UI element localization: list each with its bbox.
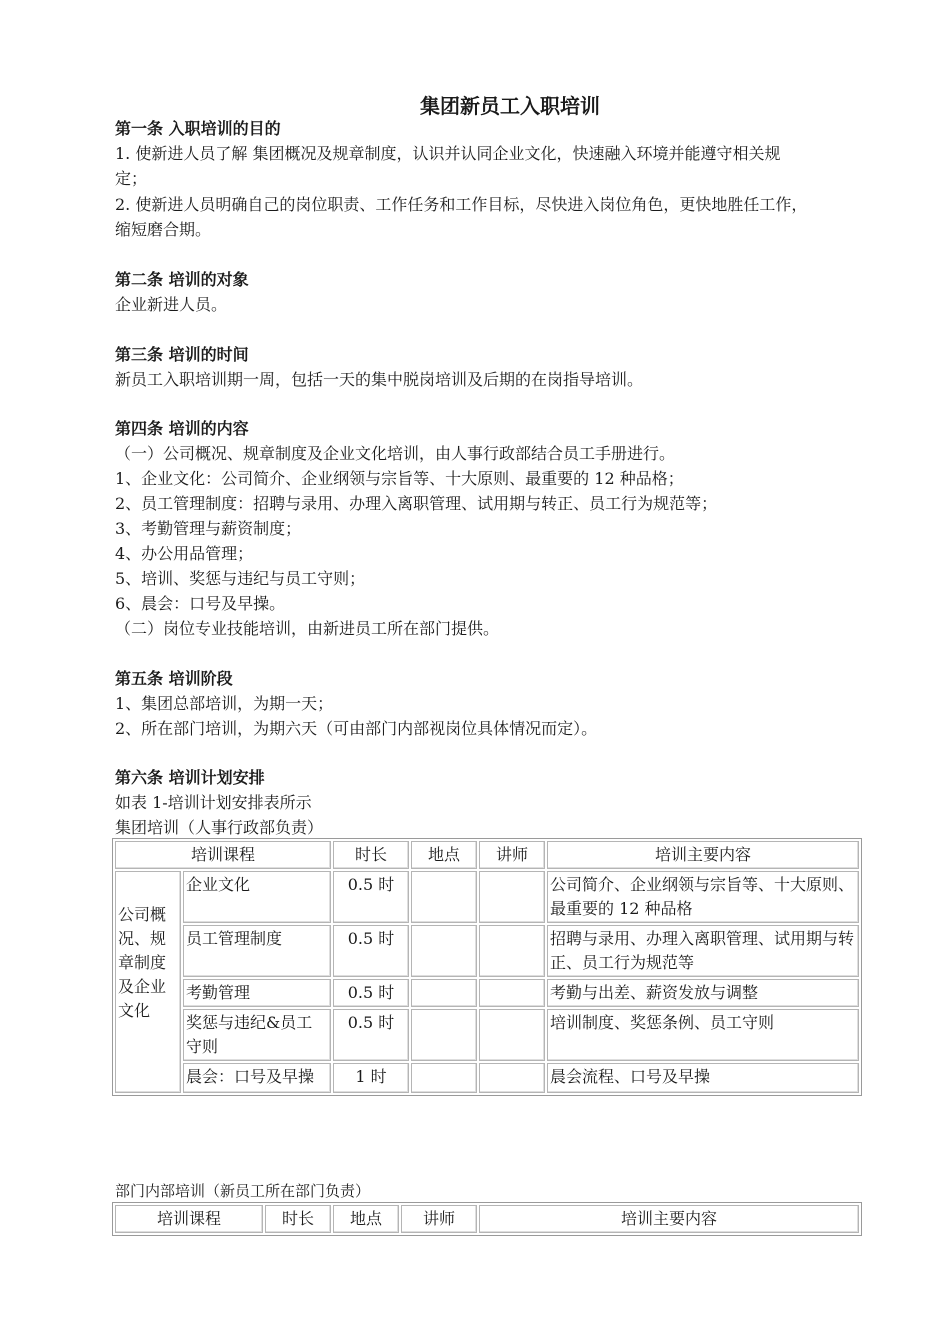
place-cell bbox=[411, 871, 477, 923]
table-row bbox=[115, 1063, 859, 1093]
table-caption: 集团培训（人事行政部负责） bbox=[115, 818, 324, 837]
place-cell bbox=[411, 1009, 477, 1061]
article-3-text: 新员工入职培训期一周，包括一天的集中脱岗培训及后期的在岗指导培训。 bbox=[115, 370, 644, 389]
header-duration: 时长 bbox=[333, 841, 409, 869]
content-cell: 公司简介、企业纲领与宗旨等、十大原则、最重要的 12 种品格 bbox=[547, 871, 859, 923]
course-cell: 晨会：口号及早操 bbox=[183, 1063, 331, 1093]
table-row bbox=[115, 871, 859, 923]
content-cell: 考勤与出差、薪资发放与调整 bbox=[547, 979, 859, 1007]
article-6-text: 如表 1-培训计划安排表所示 bbox=[115, 793, 312, 812]
header-content: 培训主要内容 bbox=[547, 841, 859, 869]
table-header-row bbox=[115, 841, 859, 869]
duration-cell: 0.5 时 bbox=[333, 1009, 409, 1061]
course-cell: 员工管理制度 bbox=[183, 925, 331, 977]
header-content: 培训主要内容 bbox=[479, 1205, 859, 1233]
table-row bbox=[115, 979, 859, 1007]
header-duration: 时长 bbox=[265, 1205, 331, 1233]
article-4-line: 6、晨会：口号及早操。 bbox=[115, 594, 286, 613]
header-course: 培训课程 bbox=[115, 1205, 263, 1233]
article-4-line: 3、考勤管理与薪资制度； bbox=[115, 519, 302, 538]
course-cell: 企业文化 bbox=[183, 871, 331, 923]
place-cell bbox=[411, 979, 477, 1007]
content-cell: 培训制度、奖惩条例、员工守则 bbox=[547, 1009, 859, 1061]
article-4-line: 5、培训、奖惩与违纪与员工守则； bbox=[115, 569, 366, 588]
article-4-line: 4、办公用品管理； bbox=[115, 544, 254, 563]
header-place: 地点 bbox=[411, 841, 477, 869]
article-3-heading: 第三条 培训的时间 bbox=[115, 345, 249, 364]
content-cell: 招聘与录用、办理入离职管理、试用期与转正、员工行为规范等 bbox=[547, 925, 859, 977]
duration-cell: 0.5 时 bbox=[333, 979, 409, 1007]
article-5-heading: 第五条 培训阶段 bbox=[115, 669, 233, 688]
article-4-line: （一）公司概况、规章制度及企业文化培训，由人事行政部结合员工手册进行。 bbox=[115, 444, 676, 463]
article-5-line: 2、所在部门培训，为期六天（可由部门内部视岗位具体情况而定）。 bbox=[115, 719, 598, 738]
dept-table-caption: 部门内部培训（新员工所在部门负责） bbox=[115, 1182, 371, 1200]
table-row bbox=[115, 1009, 859, 1061]
table-header-row bbox=[115, 1205, 859, 1233]
document-title: 集团新员工入职培训 bbox=[420, 94, 600, 118]
duration-cell: 0.5 时 bbox=[333, 925, 409, 977]
place-cell bbox=[411, 1063, 477, 1093]
lecturer-cell bbox=[479, 1063, 545, 1093]
place-cell bbox=[411, 925, 477, 977]
header-lecturer: 讲师 bbox=[479, 841, 545, 869]
header-place: 地点 bbox=[333, 1205, 399, 1233]
article-4-line: 1、企业文化：公司简介、企业纲领与宗旨等、十大原则、最重要的 12 种品格； bbox=[115, 469, 684, 488]
article-1-text: 定； bbox=[115, 169, 148, 188]
article-4-heading: 第四条 培训的内容 bbox=[115, 419, 249, 438]
lecturer-cell bbox=[479, 925, 545, 977]
article-1-text: 1. 使新进人员了解 集团概况及规章制度，认识并认同企业文化，快速融入环境并能遵守相关规 bbox=[115, 144, 781, 163]
article-1-text: 2. 使新进人员明确自己的岗位职责、工作任务和工作目标，尽快进入岗位角色，更快地胜任工作， bbox=[115, 195, 808, 214]
group-training-table bbox=[112, 838, 862, 1096]
group-label-cell: 公司概况、规章制度及企业文化 bbox=[115, 871, 181, 1093]
article-1-heading: 第一条 入职培训的目的 bbox=[115, 119, 281, 138]
article-2-heading: 第二条 培训的对象 bbox=[115, 270, 249, 289]
article-2-text: 企业新进人员。 bbox=[115, 295, 228, 314]
article-5-line: 1、集团总部培训，为期一天； bbox=[115, 694, 334, 713]
content-cell: 晨会流程、口号及早操 bbox=[547, 1063, 859, 1093]
lecturer-cell bbox=[479, 871, 545, 923]
dept-training-table bbox=[112, 1202, 862, 1236]
lecturer-cell bbox=[479, 979, 545, 1007]
article-1-text: 缩短磨合期。 bbox=[115, 220, 212, 239]
course-cell: 考勤管理 bbox=[183, 979, 331, 1007]
duration-cell: 0.5 时 bbox=[333, 871, 409, 923]
header-course: 培训课程 bbox=[115, 841, 331, 869]
course-cell: 奖惩与违纪&员工守则 bbox=[183, 1009, 331, 1061]
table-row bbox=[115, 925, 859, 977]
duration-cell: 1 时 bbox=[333, 1063, 409, 1093]
header-lecturer: 讲师 bbox=[401, 1205, 477, 1233]
article-4-line: （二）岗位专业技能培训，由新进员工所在部门提供。 bbox=[115, 619, 500, 638]
article-4-line: 2、员工管理制度：招聘与录用、办理入离职管理、试用期与转正、员工行为规范等； bbox=[115, 494, 718, 513]
lecturer-cell bbox=[479, 1009, 545, 1061]
article-6-heading: 第六条 培训计划安排 bbox=[115, 768, 265, 787]
